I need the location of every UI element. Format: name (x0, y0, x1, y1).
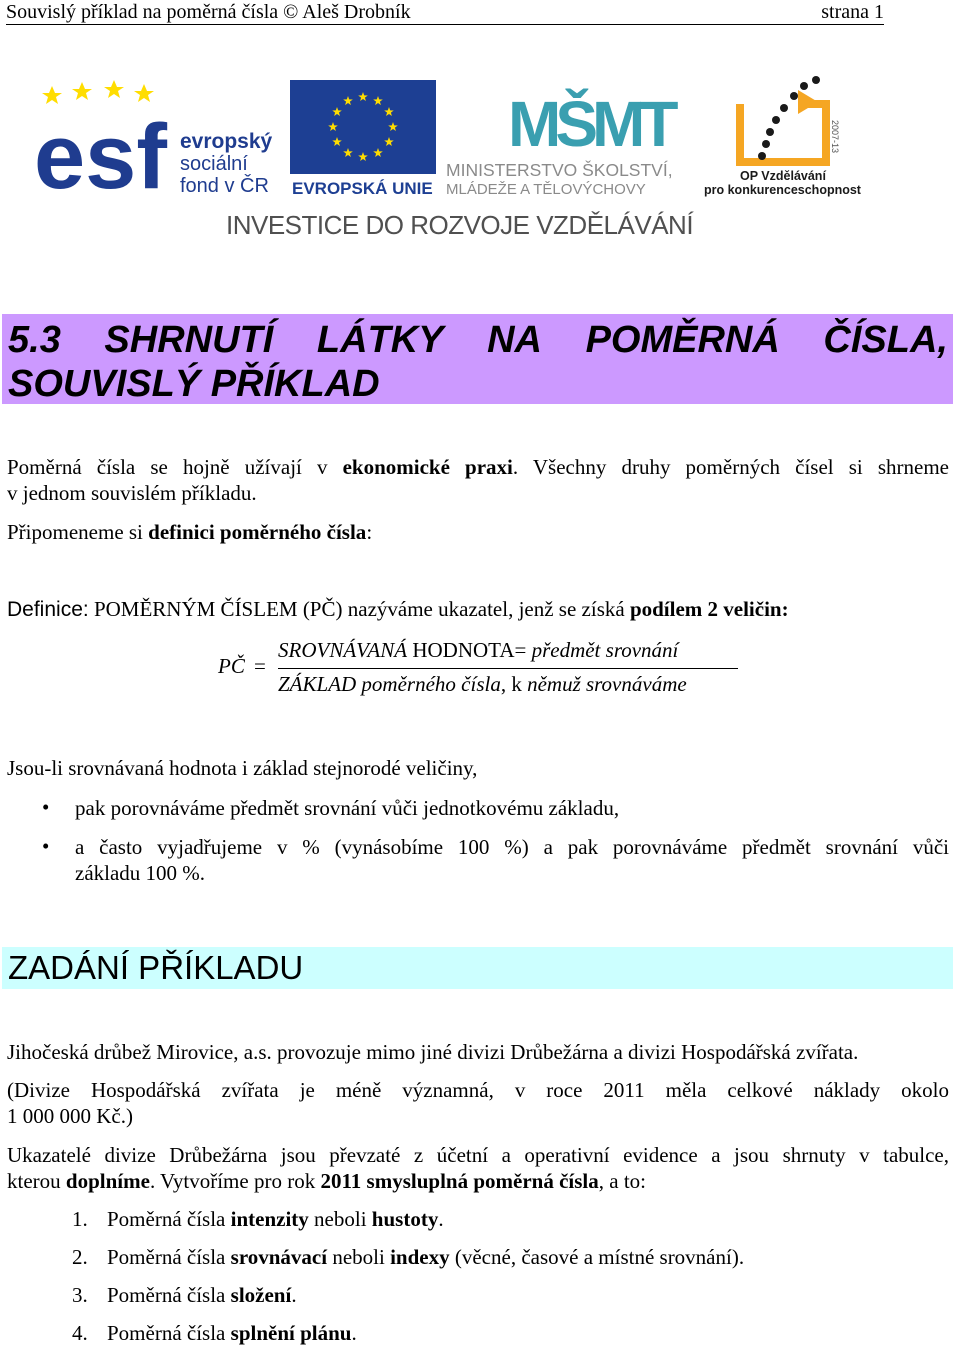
formula-lhs: PČ (218, 654, 245, 678)
task-paragraph3-line1: Ukazatelé divize Drůbežárna jsou převzaté z účetní a operativní evidence a jsou shrnuty v tabulce, (7, 1143, 949, 1167)
bullet-icon: • (42, 795, 50, 819)
heading2: ZADÁNÍ PŘÍKLADU (8, 949, 304, 986)
fraction-bar (278, 668, 738, 669)
homog-bullet-2: a často vyjadřujeme v % (vynásobíme 100 %) a pak porovnáváme předmět srovnání vůči (75, 835, 949, 859)
heading1-word: ČÍSLA, (823, 319, 948, 361)
heading1-word: SHRNUTÍ (104, 319, 274, 361)
heading1-word: 5.3 (8, 319, 61, 361)
heading1-word: LÁTKY (316, 319, 444, 361)
definition-line: Definice: POMĚRNÝM ČÍSLEM (PČ) nazýváme ukazatel, jenž se získá podílem 2 veličin: (7, 597, 789, 621)
heading1-line2: SOUVISLÝ PŘÍKLAD (8, 363, 380, 405)
list-item: Poměrná čísla intenzity neboli hustoty. (107, 1207, 444, 1231)
list-number: 4. (72, 1321, 88, 1345)
formula-numerator: SROVNÁVANÁ HODNOTA= předmět srovnání (278, 638, 679, 662)
formula-denominator: ZÁKLAD poměrného čísla, k němuž srovnáváme (278, 672, 687, 696)
esf-line2: sociální (180, 153, 248, 175)
intro-paragraph-line2: v jednom souvislém příkladu. (7, 481, 257, 505)
esf-line3: fond v ČR (180, 175, 269, 197)
intro-paragraph-line1: Poměrná čísla se hojně užívají v ekonomické praxi. Všechny druhy poměrných čísel si shrneme (7, 455, 949, 479)
list-item: Poměrná čísla srovnávací neboli indexy (věcné, časové a místné srovnání). (107, 1245, 745, 1269)
list-number: 2. (72, 1245, 88, 1269)
esf-line1: evropský (180, 130, 273, 153)
list-item: Poměrná čísla složení. (107, 1283, 297, 1307)
heading1-line1 (8, 318, 948, 362)
msmt-line1: MINISTERSTVO ŠKOLSTVÍ, (446, 160, 673, 180)
formula (200, 632, 760, 712)
heading1-word: POMĚRNÁ (585, 319, 780, 361)
msmt-letters: MŠMT (508, 88, 673, 160)
list-item: Poměrná čísla splnění plánu. (107, 1321, 357, 1345)
page-header (6, 0, 884, 25)
task-paragraph2-line2: 1 000 000 Kč.) (7, 1104, 133, 1128)
op-logo (700, 72, 870, 200)
bullet-icon: • (42, 834, 50, 858)
esf-letters: esf (34, 106, 167, 198)
msmt-logo (444, 76, 694, 198)
esf-logo (34, 78, 284, 198)
page-number: strana 1 (821, 1, 884, 23)
heading1 (8, 318, 948, 406)
homog-lead: Jsou-li srovnávaná hodnota i základ stejnorodé veličiny, (7, 756, 478, 780)
list-number: 3. (72, 1283, 88, 1307)
task-paragraph2-line1: (Divize Hospodářská zvířata je méně významná, v roce 2011 měla celkové náklady okolo (7, 1078, 949, 1102)
op-line2: pro konkurenceschopnost (704, 183, 861, 197)
homog-bullet-2-cont: základu 100 %. (75, 861, 206, 885)
task-paragraph3-line2: kterou doplníme. Vytvoříme pro rok 2011 smysluplná poměrná čísla, a to: (7, 1169, 646, 1193)
op-line1: OP Vzdělávání (740, 169, 826, 183)
document-title: Souvislý příklad na poměrná čísla © Aleš Drobník (6, 1, 411, 23)
intro-paragraph2: Připomeneme si definici poměrného čísla: (7, 520, 373, 544)
eu-label: EVROPSKÁ UNIE (292, 179, 433, 198)
heading1-word: NA (487, 319, 542, 361)
task-paragraph1: Jihočeská drůbež Mirovice, a.s. provozuje mimo jiné divizi Drůbežárna a divizi Hospodářská zvířata. (7, 1040, 859, 1064)
homog-bullet-1: pak porovnáváme předmět srovnání vůči jednotkovému základu, (75, 796, 620, 820)
msmt-line2: MLÁDEŽE A TĚLOVÝCHOVY (446, 181, 646, 198)
slogan: INVESTICE DO ROZVOJE VZDĚLÁVÁNÍ (226, 210, 694, 240)
list-number: 1. (72, 1207, 88, 1231)
op-years: 2007-13 (830, 120, 840, 154)
eu-flag-logo (290, 80, 436, 198)
formula-equals: = (254, 654, 266, 678)
